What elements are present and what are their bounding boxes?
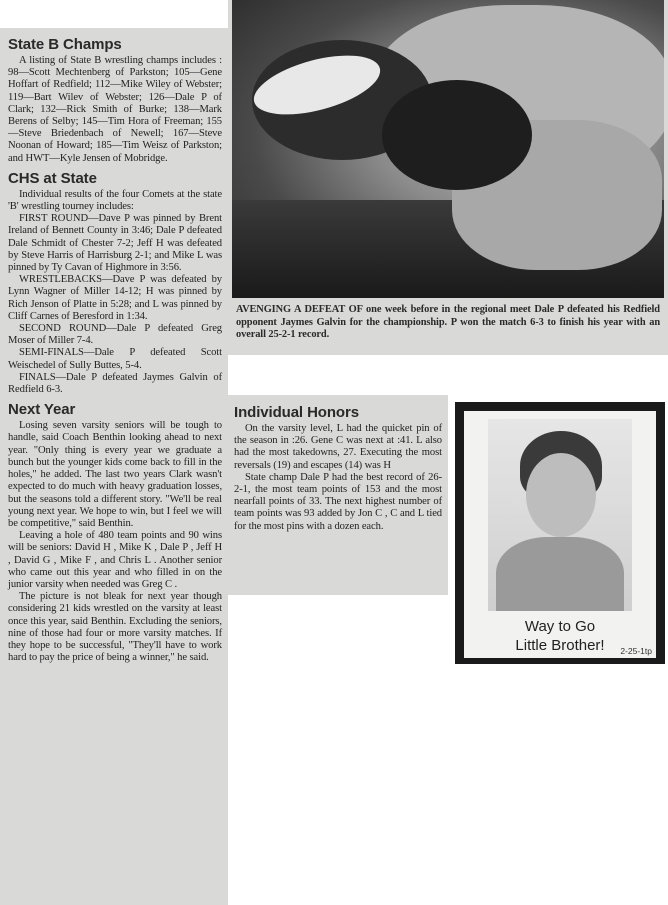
next-year-para-1: Losing seven varsity seniors will be tough to handle, said Coach Benthin looking ahead to next year. "Only thing is every year we graduate a bunch but the younger kids come back to fill in the holes," he added. The last two years Clark wasn't expected to do much with heavy graduation losses, but the seasons told a different story. "We'll be real young next year. We hope to win, but I feel we will be competitive," said Benthin.: [8, 420, 222, 529]
child-portrait: [488, 419, 632, 611]
chs-state-heading: CHS at State: [8, 169, 97, 187]
next-year-para-3: The picture is not bleak for next year though considering 21 kids wrestled on the varsity at least once this year, said Benthin. Excluding the seniors, nine of those had four or more varsity matches. If they hope to be successful, "They'll have to work hard to pay the price of being a winner," he said.: [8, 591, 222, 664]
honors-column: [228, 395, 448, 595]
chs-state-intro: Individual results of the four Comets at the state 'B' wrestling tourney includes:: [8, 188, 222, 213]
chs-second-round: SECOND ROUND—Dale P defeated Greg Moser of Miller 7-4.: [8, 323, 222, 347]
next-year-para-2: Leaving a hole of 480 team points and 90 wins will be seniors: David H , Mike K , Dale P , Jeff H , David G , Mike F , and Chris L . Another senior who came out this year and who filled in on the junior varsity when needed was Greg C .: [8, 530, 222, 590]
ad-line-2: Little Brother!: [515, 637, 605, 654]
next-year-heading: Next Year: [8, 401, 76, 419]
congrats-ad: [455, 402, 665, 664]
state-b-body: A listing of State B wrestling champs includes : 98—Scott Mechtenberg of Parkston; 105—Gene Hoffart of Redfield; 112—Mike Wiley of Webster; 119—Bart Wilev of Webster; 126—Dale P of Clark; 132—Rick Smith of Burke; 138—Mark Berens of Selby; 145—Tim Hora of Freeman; 155—Steve Briedenbach of Newell; 167—Steve Noonan of Howard; 185—Tim Weisz of Parkston; and HWT—Kyle Jensen of Mobridge.: [8, 55, 222, 164]
state-b-heading: State B Champs: [8, 36, 122, 53]
ad-line-1: Way to Go: [524, 618, 596, 635]
photo-caption: AVENGING A DEFEAT OF one week before in the regional meet Dale P defeated his Redfield opponent Jaymes Galvin for the championship. P won the match 6-3 to finish his year with an overall 25-2-1 record.: [236, 304, 660, 340]
chs-finals: FINALS—Dale P defeated Jaymes Galvin of Redfield 6-3.: [8, 371, 222, 396]
ad-code: 2-25-1tp: [620, 646, 652, 656]
honors-para-2: State champ Dale P had the best record of 26-2-1, the most team points of 153 and the most nearfall points of 33. The next highest number of team points was 93 added by Jon C , C and L tied for the most pins with a dozen each.: [234, 471, 442, 532]
wrestling-photo: [232, 0, 664, 298]
honors-para-1: On the varsity level, L had the quicket pin of the season in :26. Gene C was next at :41. L also had the most takedowns, 27. Executing the most reversals (19) and escapes (14) was H: [234, 423, 442, 471]
chs-semi-finals: SEMI-FINALS—Dale P defeated Scott Weischedel of Sully Buttes, 5-4.: [8, 347, 222, 371]
photo-block: [228, 0, 668, 355]
chs-first-round: FIRST ROUND—Dave P was pinned by Brent Ireland of Bennett County in 3:46; Dale P defeated Dale Schmidt of Chester 7-2; Jeff H was defeated by Steve Harris of Harrisburg 2-1; and Mike L was pinned by Ty Cavan of Highmore in 3:56.: [8, 213, 222, 274]
chs-wrestlebacks: WRESTLEBACKS—Dave P was defeated by Lynn Wagner of Miller 14-12; H was pinned by Rich Jenson of Platte in 5:28; and L was pinned by Cliff Carnes of Beresford in 1:34.: [8, 274, 222, 322]
honors-heading: Individual Honors: [234, 404, 359, 421]
left-column: [0, 28, 228, 905]
